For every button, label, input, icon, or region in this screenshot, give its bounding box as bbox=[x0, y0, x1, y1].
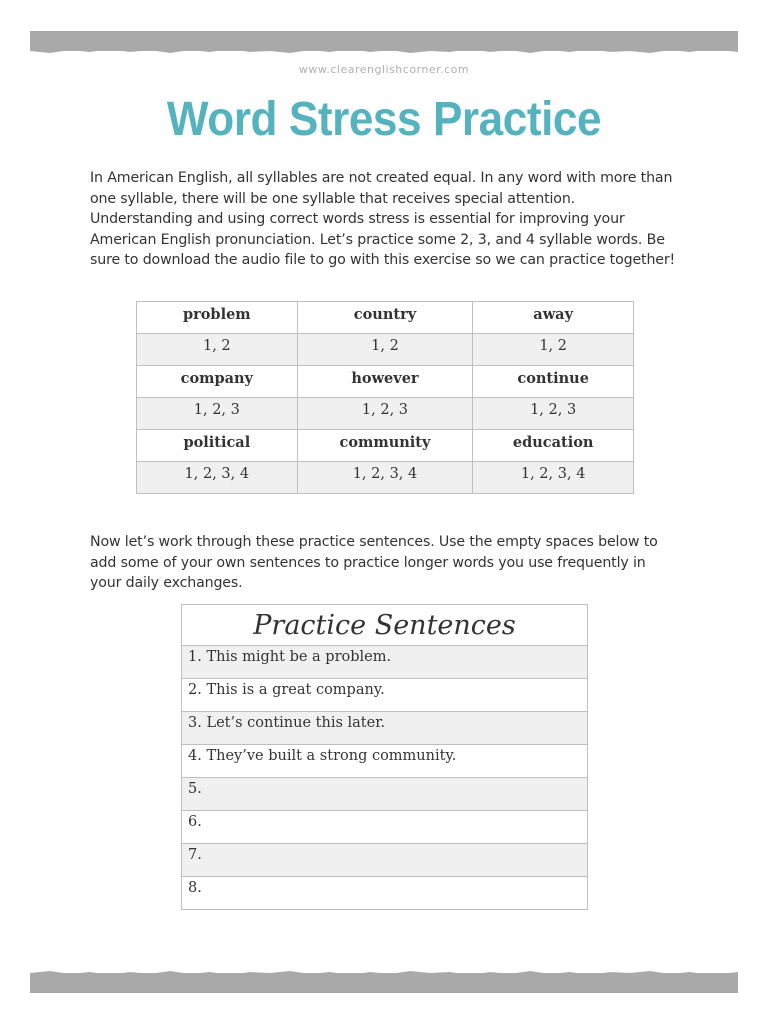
sentence-cell: 8. bbox=[182, 877, 588, 910]
sentence-row bbox=[182, 811, 588, 844]
word-cell: community bbox=[297, 430, 473, 462]
bottom-torn-border bbox=[30, 973, 738, 993]
word-cell: continue bbox=[473, 366, 634, 398]
sentence-cell: 5. bbox=[182, 778, 588, 811]
instructions-paragraph: Now let’s work through these practice sentences. Use the empty spaces below to add some of your own sentences to practice longer words you use frequently in your daily exchanges. bbox=[90, 534, 658, 592]
word-cell: country bbox=[297, 302, 473, 334]
site-url: www.clearenglishcorner.com bbox=[298, 63, 470, 76]
syllable-count-cell: 1, 2, 3 bbox=[473, 398, 634, 430]
practice-heading: Practice Sentences bbox=[182, 605, 588, 646]
syllable-count-cell: 1, 2, 3, 4 bbox=[137, 462, 298, 494]
page-title: Word Stress Practice bbox=[166, 93, 602, 146]
syllable-count-cell: 1, 2, 3 bbox=[297, 398, 473, 430]
syllable-count-row bbox=[137, 398, 634, 430]
word-cell: political bbox=[137, 430, 298, 462]
word-cell: away bbox=[473, 302, 634, 334]
sentence-row bbox=[182, 778, 588, 811]
sentence-row bbox=[182, 646, 588, 679]
word-cell: company bbox=[137, 366, 298, 398]
word-cell: problem bbox=[137, 302, 298, 334]
sentence-cell: 3. Let’s continue this later. bbox=[182, 712, 588, 745]
sentence-row bbox=[182, 844, 588, 877]
sentence-cell: 1. This might be a problem. bbox=[182, 646, 588, 679]
sentence-row bbox=[182, 679, 588, 712]
practice-sentences-table bbox=[181, 604, 588, 910]
word-cell: however bbox=[297, 366, 473, 398]
syllable-count-row bbox=[137, 462, 634, 494]
sentence-row bbox=[182, 712, 588, 745]
word-cell: education bbox=[473, 430, 634, 462]
word-row bbox=[137, 366, 634, 398]
syllable-count-cell: 1, 2, 3, 4 bbox=[297, 462, 473, 494]
torn-edge-shape bbox=[30, 47, 738, 55]
word-row bbox=[137, 430, 634, 462]
top-torn-border bbox=[30, 31, 738, 51]
syllable-count-row bbox=[137, 334, 634, 366]
sentence-row bbox=[182, 877, 588, 910]
word-row bbox=[137, 302, 634, 334]
syllable-count-cell: 1, 2 bbox=[297, 334, 473, 366]
intro-paragraph: In American English, all syllables are not created equal. In any word with more than one syllable, there will be one syllable that receives special attention. Understanding and using correct words stress is essential for improving your American English pronunciation. Let’s practice some 2, 3, and 4 syllable words. Be sure to download the audio file to go with this exercise so we can practice together! bbox=[90, 170, 676, 269]
syllable-count-cell: 1, 2 bbox=[473, 334, 634, 366]
sentence-cell: 6. bbox=[182, 811, 588, 844]
syllable-count-cell: 1, 2, 3 bbox=[137, 398, 298, 430]
syllable-table bbox=[136, 301, 634, 494]
syllable-count-cell: 1, 2 bbox=[137, 334, 298, 366]
sentence-cell: 4. They’ve built a strong community. bbox=[182, 745, 588, 778]
torn-edge-shape bbox=[30, 969, 738, 977]
sentence-row bbox=[182, 745, 588, 778]
sentence-cell: 2. This is a great company. bbox=[182, 679, 588, 712]
syllable-count-cell: 1, 2, 3, 4 bbox=[473, 462, 634, 494]
sentence-cell: 7. bbox=[182, 844, 588, 877]
practice-heading-row bbox=[182, 605, 588, 646]
